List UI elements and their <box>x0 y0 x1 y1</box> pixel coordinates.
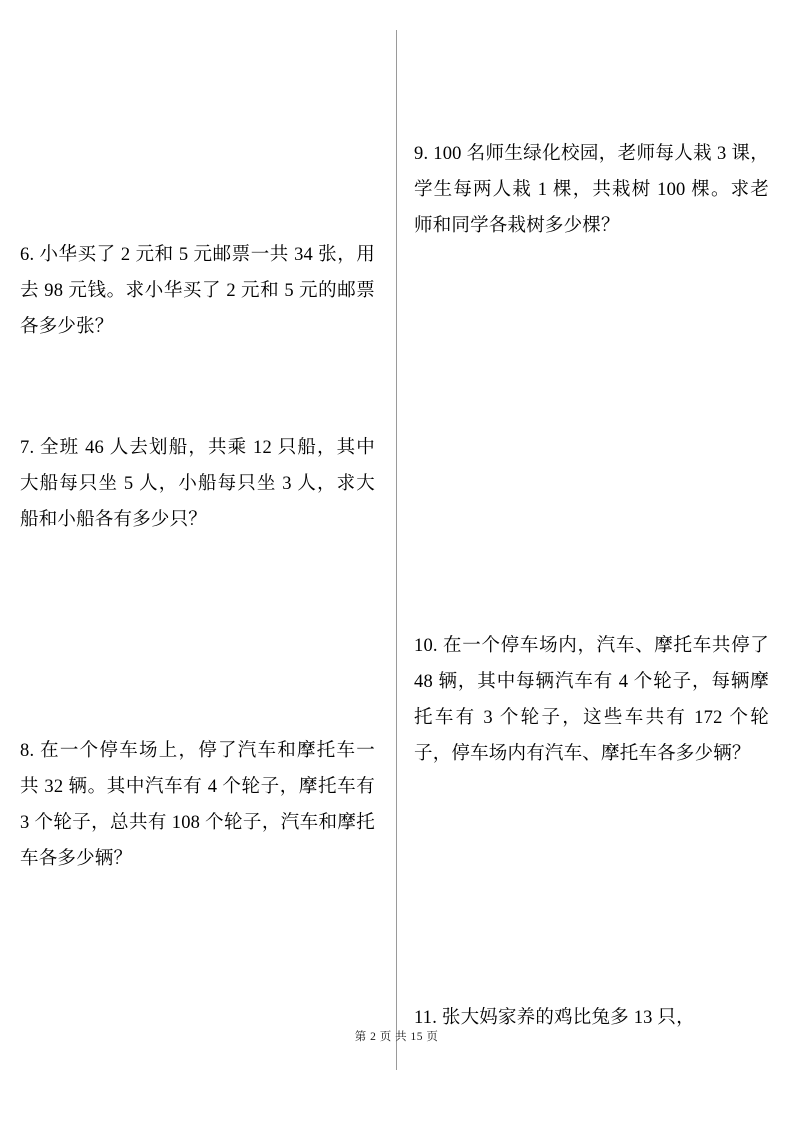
page-footer <box>0 1028 793 1044</box>
footer-total-prefix: 共 <box>395 1031 408 1043</box>
question-item-6: 6. 小华买了 2 元和 5 元邮票一共 34 张，用去 98 元钱。求小华买了 2 元和 5 元的邮票各多少张？ <box>20 245 375 338</box>
question-item-11: 11. 张大妈家养的鸡比兔多 13 只， <box>414 1008 695 1028</box>
footer-page-prefix: 第 <box>354 1031 367 1043</box>
footer-page-number: 2 <box>370 1031 377 1043</box>
footer-page-unit: 页 <box>379 1031 392 1043</box>
question-item-8: 8. 在一个停车场上，停了汽车和摩托车一共 32 辆。其中汽车有 4 个轮子，摩托车有 3 个轮子，总共有 108 个轮子，汽车和摩托车各多少辆？ <box>20 741 375 870</box>
question-item-10: 10. 在一个停车场内，汽车、摩托车共停了 48 辆，其中每辆汽车有 4 个轮子，每辆摩托车有 3 个轮子，这些车共有 172 个轮子，停车场内有汽车、摩托车各多少辆？ <box>414 636 769 765</box>
question-item-7: 7. 全班 46 人去划船，共乘 12 只船，其中大船每只坐 5 人，小船每只坐 3 人，求大船和小船各有多少只？ <box>20 438 375 531</box>
footer-total-pages: 15 <box>410 1031 423 1043</box>
column-divider <box>396 30 397 1070</box>
question-item-9: 9. 100 名师生绿化校园，老师每人栽 3 课，学生每两人栽 1 棵，共栽树 100 棵。求老师和同学各栽树多少棵？ <box>414 144 769 237</box>
footer-total-unit: 页 <box>426 1031 439 1043</box>
